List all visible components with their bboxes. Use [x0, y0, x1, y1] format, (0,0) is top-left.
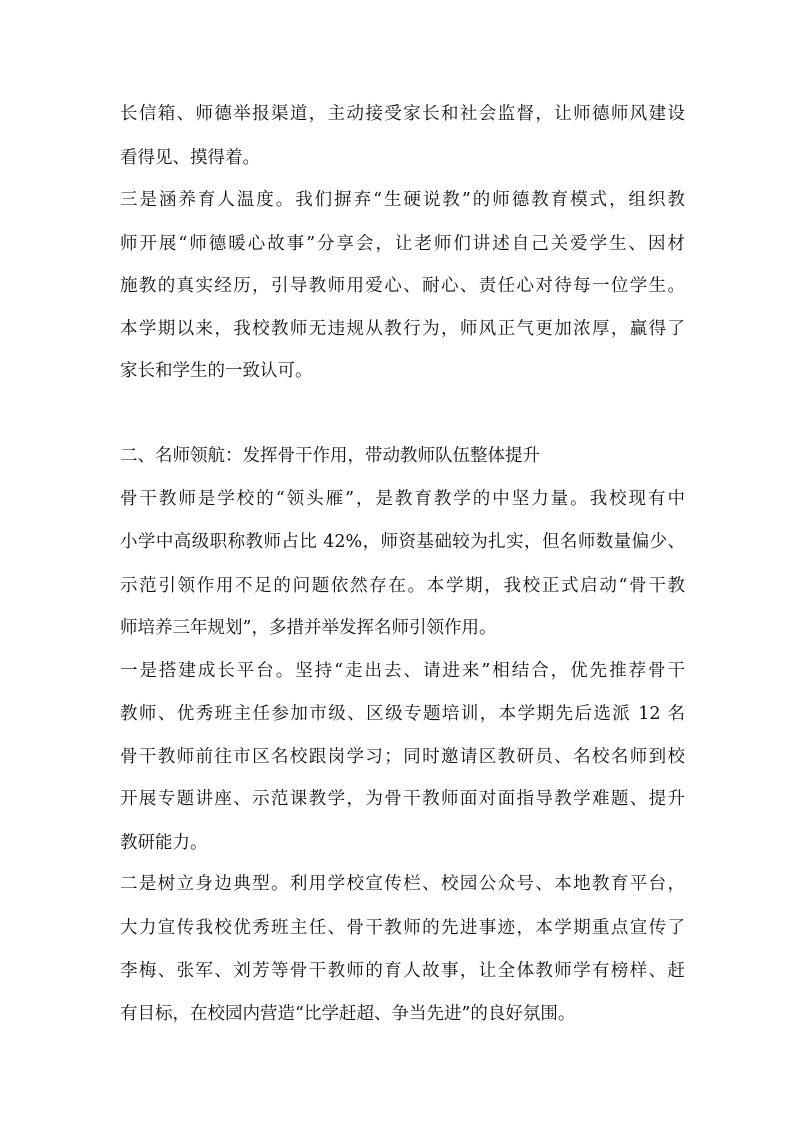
- paragraph-line: 李梅、张军、刘芳等骨干教师的育人故事，让全体教师学有榜样、赶: [120, 961, 685, 981]
- paragraph-line: 骨干教师前往市区名校跟岗学习；同时邀请区教研员、名校名师到校: [120, 747, 685, 767]
- paragraph-line: 师开展“师德暖心故事”分享会，让老师们讲述自己关爱学生、因材: [120, 234, 685, 254]
- paragraph-line: 一是搭建成长平台。坚持“走出去、请进来”相结合，优先推荐骨干: [120, 661, 685, 681]
- paragraph-line: 开展专题讲座、示范课教学，为骨干教师面对面指导教学难题、提升: [120, 789, 685, 809]
- section-heading: 二、名师领航：发挥骨干作用，带动教师队伍整体提升: [120, 446, 540, 466]
- paragraph-line: 看得见、摸得着。: [120, 148, 260, 168]
- paragraph-line: 三是涵养育人温度。我们摒弃“生硬说教”的师德教育模式，组织教: [120, 190, 685, 210]
- paragraph-line: 施教的真实经历，引导教师用爱心、耐心、责任心对待每一位学生。: [120, 276, 685, 296]
- paragraph-line: 家长和学生的一致认可。: [120, 361, 313, 381]
- paragraph-line: 骨干教师是学校的“领头雁”，是教育教学的中坚力量。我校现有中: [120, 489, 685, 509]
- paragraph-line: 有目标，在校园内营造“比学赶超、争当先进”的良好氛围。: [120, 1004, 576, 1024]
- paragraph-line: 二是树立身边典型。利用学校宣传栏、校园公众号、本地教育平台，: [120, 874, 685, 894]
- paragraph-line: 教研能力。: [120, 833, 208, 853]
- paragraph-line: 小学中高级职称教师占比 42%，师资基础较为扎实，但名师数量偏少、: [120, 532, 685, 552]
- paragraph-line: 长信箱、师德举报渠道，主动接受家长和社会监督，让师德师风建设: [120, 104, 685, 124]
- paragraph-line: 师培养三年规划”，多措并举发挥名师引领作用。: [120, 618, 497, 638]
- paragraph-line: 教师、优秀班主任参加市级、区级专题培训，本学期先后选派 12 名: [120, 704, 685, 724]
- paragraph-line: 示范引领作用不足的问题依然存在。本学期，我校正式启动“骨干教: [120, 576, 685, 596]
- paragraph-line: 大力宣传我校优秀班主任、骨干教师的先进事迹，本学期重点宣传了: [120, 918, 685, 938]
- paragraph-line: 本学期以来，我校教师无违规从教行为，师风正气更加浓厚，赢得了: [120, 319, 685, 339]
